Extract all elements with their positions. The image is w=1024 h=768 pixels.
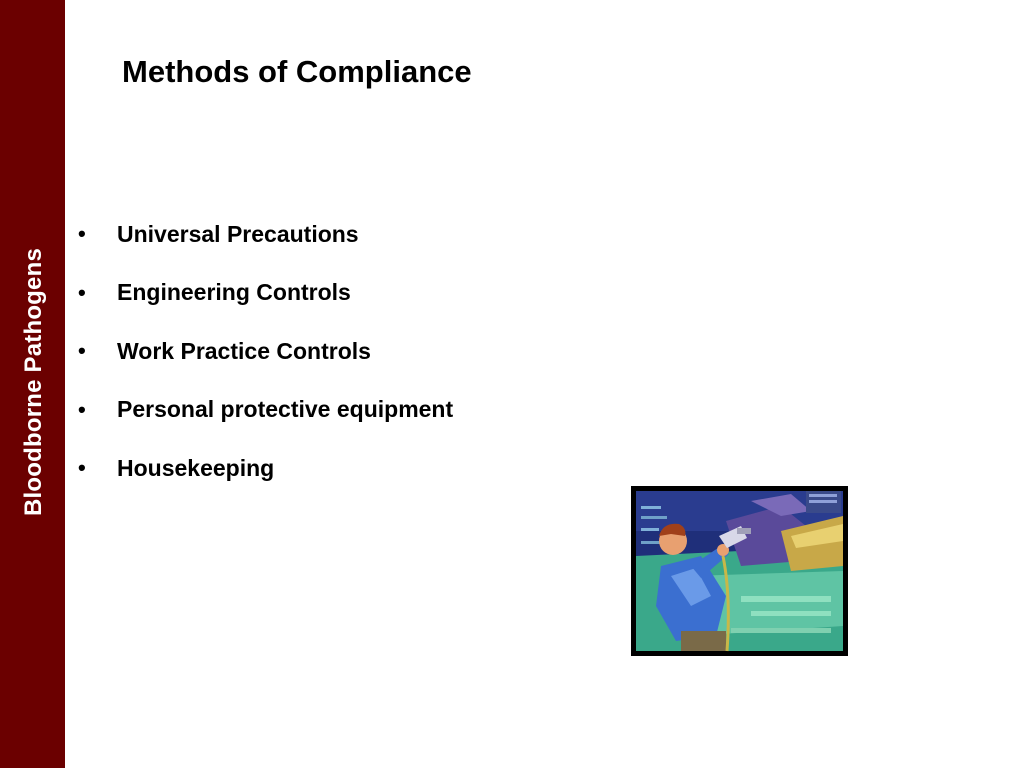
sidebar-title: Bloodborne Pathogens: [20, 248, 47, 516]
list-item: [78, 322, 453, 381]
bullet-text: Engineering Controls: [117, 279, 351, 306]
bullet-text: Work Practice Controls: [117, 337, 371, 364]
bullet-icon: •: [78, 279, 86, 305]
bullet-icon: •: [78, 455, 86, 481]
list-item: [78, 381, 453, 440]
list-item: [78, 264, 453, 323]
bullet-list: [78, 205, 453, 498]
bullet-icon: •: [78, 338, 86, 364]
bullet-text: Personal protective equipment: [117, 396, 454, 423]
bullet-icon: •: [78, 221, 86, 247]
list-item: [78, 205, 453, 264]
page-title: Methods of Compliance: [122, 54, 472, 89]
side-bar: [0, 0, 65, 768]
list-item: [78, 439, 453, 498]
worker-drill-clipart-icon: [631, 486, 848, 656]
bullet-text: Housekeeping: [117, 454, 275, 481]
bullet-text: Universal Precautions: [117, 220, 359, 247]
bullet-icon: •: [78, 396, 86, 422]
